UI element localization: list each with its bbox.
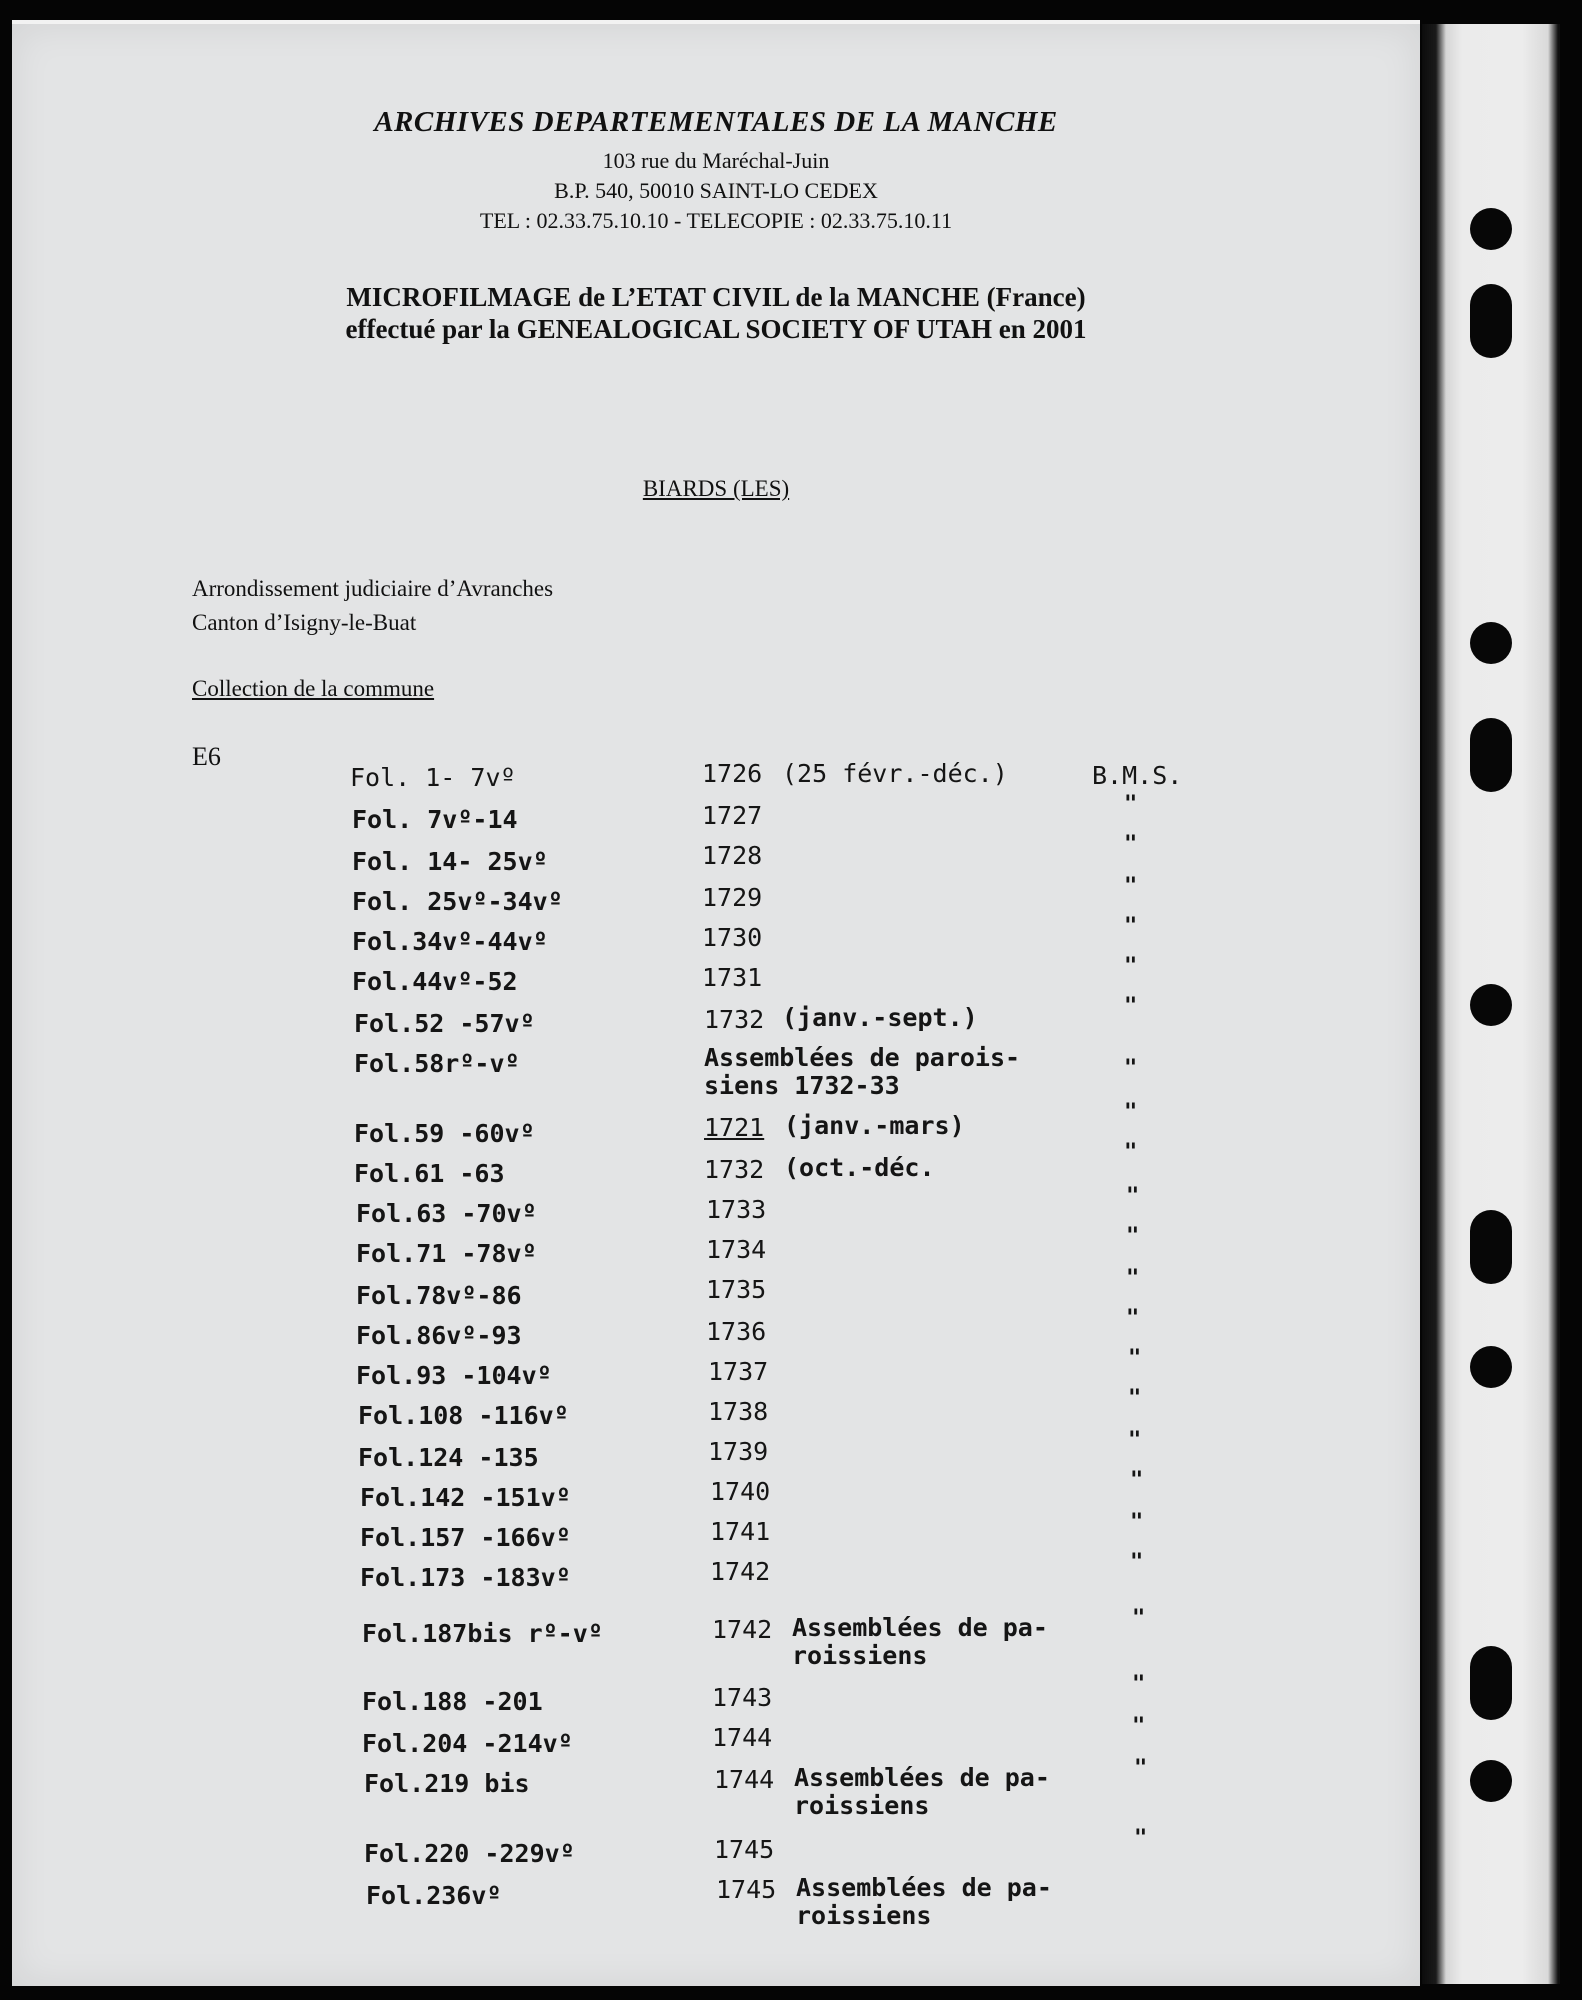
punch-hole (1470, 718, 1512, 792)
entry-year: 1732 (704, 1005, 765, 1034)
project-title-line-2: effectué par la GENEALOGICAL SOCIETY OF UTAH en 2001 (345, 314, 1087, 344)
commune-title: BIARDS (LES) (642, 476, 790, 501)
entry-folio: Fol.236vº (366, 1881, 502, 1910)
entry-year: 1734 (706, 1235, 767, 1264)
ditto-mark: " (1134, 1756, 1148, 1781)
entry-year: 1739 (708, 1437, 769, 1466)
entry-year: 1742 (710, 1557, 771, 1586)
entry-folio: Fol.59 -60vº (354, 1119, 535, 1148)
entry-note-line-1: Assemblées de pa- (792, 1613, 1048, 1642)
entry-folio: Fol.157 -166vº (360, 1523, 571, 1552)
entry-year: 1735 (706, 1275, 767, 1304)
entry-year: 1744 (714, 1765, 775, 1794)
entry-folio: Fol.93 -104vº (356, 1361, 552, 1390)
entry-folio: Fol.86vº-93 (356, 1321, 522, 1350)
punch-hole (1470, 284, 1512, 358)
entry-year: 1741 (710, 1517, 771, 1546)
entry-folio: Fol.52 -57vº (354, 1009, 535, 1038)
entry-folio: Fol.63 -70vº (356, 1199, 537, 1228)
entry-year: 1733 (706, 1195, 767, 1224)
entry-folio: Fol.204 -214vº (362, 1729, 573, 1758)
entry-folio: Fol.78vº-86 (356, 1281, 522, 1310)
entry-folio: Fol. 14- 25vº (352, 847, 548, 876)
entry-note: (janv.-sept.) (782, 1003, 978, 1032)
entry-note: (25 févr.-déc.) (782, 759, 1008, 788)
type-label: B.M.S. (1092, 761, 1183, 790)
ditto-mark: " (1130, 1550, 1144, 1575)
entry-year: 1743 (712, 1683, 773, 1712)
ditto-mark: " (1130, 1510, 1144, 1535)
ditto-mark: " (1130, 1468, 1144, 1493)
ditto-mark: " (1132, 1672, 1146, 1697)
ditto-mark: " (1124, 792, 1138, 817)
document-page (12, 20, 1420, 1986)
ditto-mark: " (1126, 1224, 1140, 1249)
entry-year: 1744 (712, 1723, 773, 1752)
entry-folio: Fol.61 -63 (354, 1159, 505, 1188)
entry-note: (oct.-déc. (784, 1153, 935, 1182)
ditto-mark: " (1124, 994, 1138, 1019)
entry-folio: Fol.219 bis (364, 1769, 530, 1798)
punch-hole (1470, 1646, 1512, 1720)
entry-folio: Fol. 25vº-34vº (352, 887, 563, 916)
ditto-mark: " (1126, 1184, 1140, 1209)
ditto-mark: " (1126, 1306, 1140, 1331)
institution-name: ARCHIVES DEPARTEMENTALES DE LA MANCHE (374, 106, 1058, 138)
entry-year: 1742 (712, 1615, 773, 1644)
entry-year: 1745 (716, 1875, 777, 1904)
address-line-2: B.P. 540, 50010 SAINT-LO CEDEX (554, 178, 878, 203)
ditto-mark: " (1128, 1386, 1142, 1411)
entry-year: 1745 (714, 1835, 775, 1864)
punch-hole (1470, 1210, 1512, 1284)
entry-note-line-2: siens 1732-33 (704, 1071, 900, 1100)
contact-line: TEL : 02.33.75.10.10 - TELECOPIE : 02.33.75.10.11 (479, 208, 953, 233)
ditto-mark: " (1128, 1428, 1142, 1453)
entry-year: 1740 (710, 1477, 771, 1506)
ditto-mark: " (1132, 1606, 1146, 1631)
entry-folio: Fol.188 -201 (362, 1687, 543, 1716)
entry-year: 1736 (706, 1317, 767, 1346)
entry-note-line-1: Assemblées de pa- (796, 1873, 1052, 1902)
entry-folio: Fol.34vº-44vº (352, 927, 548, 956)
entry-year: 1721 (704, 1113, 765, 1142)
entry-year: 1730 (702, 923, 763, 952)
entry-folio: Fol.124 -135 (358, 1443, 539, 1472)
ditto-mark: " (1124, 1140, 1138, 1165)
ditto-mark: " (1124, 832, 1138, 857)
ditto-mark: " (1134, 1826, 1148, 1851)
entry-folio: Fol.71 -78vº (356, 1239, 537, 1268)
ditto-mark: " (1124, 1100, 1138, 1125)
entry-folio: Fol. 1- 7vº (350, 763, 516, 792)
entry-folio: Fol.187bis rº-vº (362, 1619, 603, 1648)
entry-note-line-1: Assemblées de parois- (704, 1043, 1021, 1072)
punch-hole (1470, 1760, 1512, 1802)
ditto-mark: " (1128, 1346, 1142, 1371)
entry-folio: Fol.142 -151vº (360, 1483, 571, 1512)
entry-year: 1727 (702, 801, 763, 830)
address-line-1: 103 rue du Maréchal-Juin (602, 148, 830, 173)
entry-folio: Fol.108 -116vº (358, 1401, 569, 1430)
ditto-mark: " (1124, 1056, 1138, 1081)
punch-hole (1470, 1346, 1512, 1388)
ditto-mark: " (1126, 1266, 1140, 1291)
entry-note-line-2: roissiens (792, 1641, 928, 1670)
punch-hole (1470, 984, 1512, 1026)
collection-heading: Collection de la commune (192, 676, 435, 701)
entry-note: (janv.-mars) (784, 1111, 965, 1140)
entry-year: 1737 (708, 1357, 769, 1386)
ditto-mark: " (1124, 954, 1138, 979)
ditto-mark: " (1124, 874, 1138, 899)
canton-label: Canton d’Isigny-le-Buat (192, 610, 417, 635)
binder-strip (1422, 24, 1560, 1984)
entry-year: 1729 (702, 883, 763, 912)
entry-year: 1732 (704, 1155, 765, 1184)
punch-hole (1470, 208, 1512, 250)
entry-folio: Fol. 7vº-14 (352, 805, 518, 834)
ditto-mark: " (1132, 1714, 1146, 1739)
project-title-line-1: MICROFILMAGE de L’ETAT CIVIL de la MANCHE (France) (346, 282, 1086, 312)
punch-hole (1470, 622, 1512, 664)
cote-label: E6 (192, 742, 221, 771)
entry-note-line-2: roissiens (796, 1901, 932, 1930)
entry-year: 1726 (702, 759, 763, 788)
entry-note-line-2: roissiens (794, 1791, 930, 1820)
entry-folio: Fol.58rº-vº (354, 1049, 520, 1078)
entry-year: 1731 (702, 963, 763, 992)
entry-note-line-1: Assemblées de pa- (794, 1763, 1050, 1792)
ditto-mark: " (1124, 914, 1138, 939)
entry-folio: Fol.173 -183vº (360, 1563, 571, 1592)
entry-year: 1738 (708, 1397, 769, 1426)
arrondissement-label: Arrondissement judiciaire d’Avranches (192, 576, 554, 601)
entry-folio: Fol.44vº-52 (352, 967, 518, 996)
entry-year: 1728 (702, 841, 763, 870)
entry-folio: Fol.220 -229vº (364, 1839, 575, 1868)
